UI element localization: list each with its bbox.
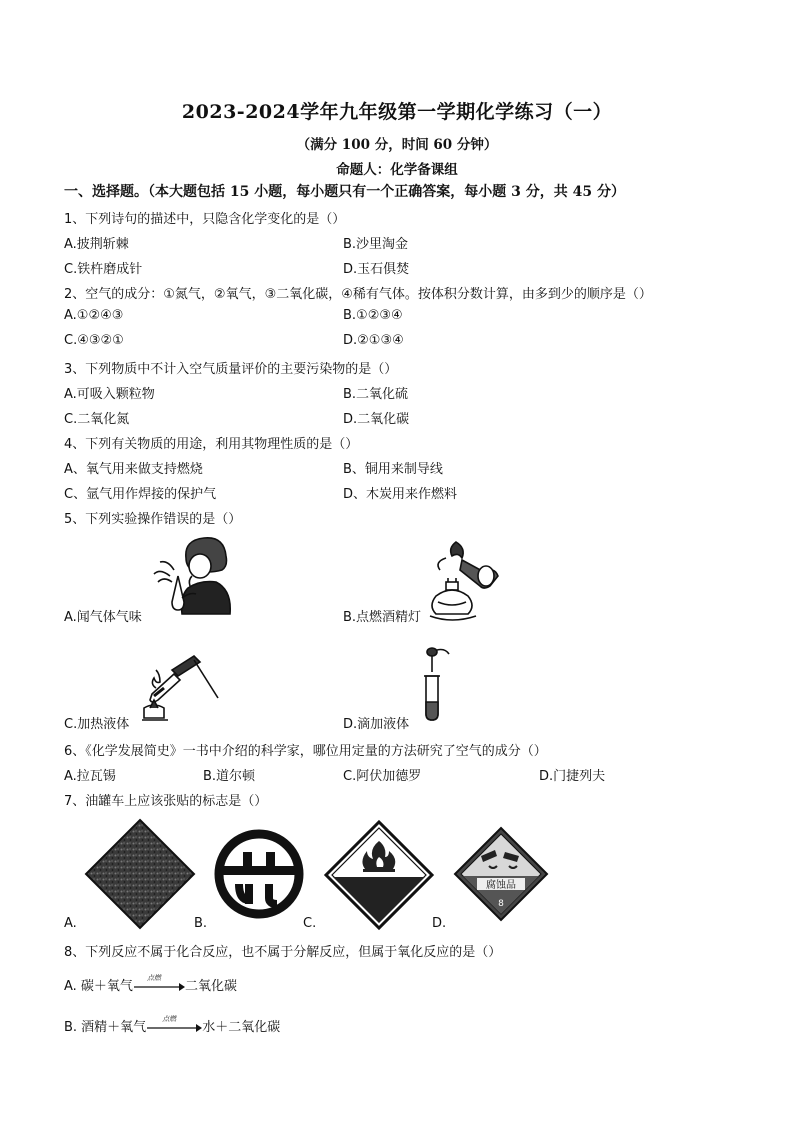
question-3-option-a[interactable]: A.可吸入颗粒物 <box>64 387 155 402</box>
dropping-liquid-illustration <box>418 646 458 724</box>
question-7-option-c[interactable]: C. <box>303 916 317 931</box>
question-4-option-d[interactable]: D、木炭用来作燃料 <box>343 487 458 502</box>
question-2-option-b[interactable]: B.①②③④ <box>343 308 403 323</box>
question-2-stem: 2、空气的成分：①氮气，②氧气，③二氧化碳，④稀有气体。按体积分数计算，由多到少的顺序是（） <box>64 287 652 302</box>
question-5-option-c[interactable]: C.加热液体 <box>64 717 130 732</box>
heating-liquid-illustration <box>138 648 220 726</box>
reaction-condition: 点燃 <box>146 973 161 982</box>
question-1-option-a[interactable]: A.披荆斩棘 <box>64 237 129 252</box>
question-2-option-d[interactable]: D.②①③④ <box>343 333 404 348</box>
smell-gas-illustration <box>148 536 232 616</box>
question-4-option-c[interactable]: C、氩气用作焊接的保护气 <box>64 487 217 502</box>
question-7-stem: 7、油罐车上应该张贴的标志是（） <box>64 794 268 809</box>
question-5-stem: 5、下列实验操作错误的是（） <box>64 512 242 527</box>
question-7-option-a[interactable]: A. <box>64 916 77 931</box>
question-8-option-a[interactable] <box>64 975 237 994</box>
question-5-option-a[interactable]: A.闻气体气味 <box>64 610 142 625</box>
question-6-option-b[interactable]: B.道尔顿 <box>203 769 256 784</box>
question-1-stem: 1、下列诗句的描述中，只隐含化学变化的是（） <box>64 212 346 227</box>
reaction-condition: 点燃 <box>162 1014 177 1023</box>
question-6-option-a[interactable]: A.拉瓦锡 <box>64 769 116 784</box>
page-title: 2023-2024学年九年级第一学期化学练习（一） <box>181 101 613 123</box>
question-8-option-b[interactable] <box>64 1016 280 1035</box>
alcohol-lamp-illustration <box>420 538 504 624</box>
option-b-reactants: B. 酒精＋氧气 <box>64 1020 147 1035</box>
question-7-option-b[interactable]: B. <box>194 916 208 931</box>
sign-d-number: 8 <box>498 899 504 909</box>
question-3-option-d[interactable]: D.二氧化碳 <box>343 412 410 427</box>
sign-d-corrosive-icon <box>453 826 549 922</box>
question-4-option-b[interactable]: B、铜用来制导线 <box>343 462 443 477</box>
reaction-arrow-icon <box>146 1014 202 1035</box>
question-6-stem: 6、《化学发展简史》一书中介绍的科学家，哪位用定量的方法研究了空气的成分（） <box>64 744 547 759</box>
question-7-option-d[interactable]: D. <box>432 916 447 931</box>
reaction-arrow-icon <box>133 973 185 994</box>
question-1-option-c[interactable]: C.铁杵磨成针 <box>64 262 143 277</box>
option-a-reactants: A. 碳＋氧气 <box>64 979 133 994</box>
option-b-products: 水＋二氧化碳 <box>202 1020 281 1035</box>
exam-author: 命题人：化学备课组 <box>336 162 458 178</box>
question-5-option-d[interactable]: D.滴加液体 <box>343 717 410 732</box>
sign-d-label: 腐蚀品 <box>486 880 516 891</box>
question-5-option-b[interactable]: B.点燃酒精灯 <box>343 610 422 625</box>
question-6-option-c[interactable]: C.阿伏加德罗 <box>343 769 422 784</box>
option-a-products: 二氧化碳 <box>184 979 237 994</box>
question-3-stem: 3、下列物质中不计入空气质量评价的主要污染物的是（） <box>64 362 398 377</box>
question-1-option-d[interactable]: D.玉石俱焚 <box>343 262 410 277</box>
question-8-stem: 8、下列反应不属于化合反应，也不属于分解反应，但属于氧化反应的是（） <box>64 945 502 960</box>
question-6-option-d[interactable]: D.门捷列夫 <box>539 769 606 784</box>
question-1-option-b[interactable]: B.沙里淘金 <box>343 237 409 252</box>
question-3-option-c[interactable]: C.二氧化氮 <box>64 412 130 427</box>
sign-c-flammable-icon <box>323 819 435 931</box>
question-4-option-a[interactable]: A、氧气用来做支持燃烧 <box>64 462 203 477</box>
sign-a-diamond-icon <box>84 818 196 930</box>
sign-b-emblem-icon <box>213 828 305 920</box>
question-2-option-c[interactable]: C.④③②① <box>64 333 124 348</box>
section-heading: 一、选择题。（本大题包括 15 小题，每小题只有一个正确答案，每小题 3 分，共 45 分） <box>64 184 625 200</box>
exam-info: （满分 100 分，时间 60 分钟） <box>296 137 498 153</box>
question-2-option-a[interactable]: A.①②④③ <box>64 308 124 323</box>
question-4-stem: 4、下列有关物质的用途，利用其物理性质的是（） <box>64 437 359 452</box>
question-3-option-b[interactable]: B.二氧化硫 <box>343 387 409 402</box>
